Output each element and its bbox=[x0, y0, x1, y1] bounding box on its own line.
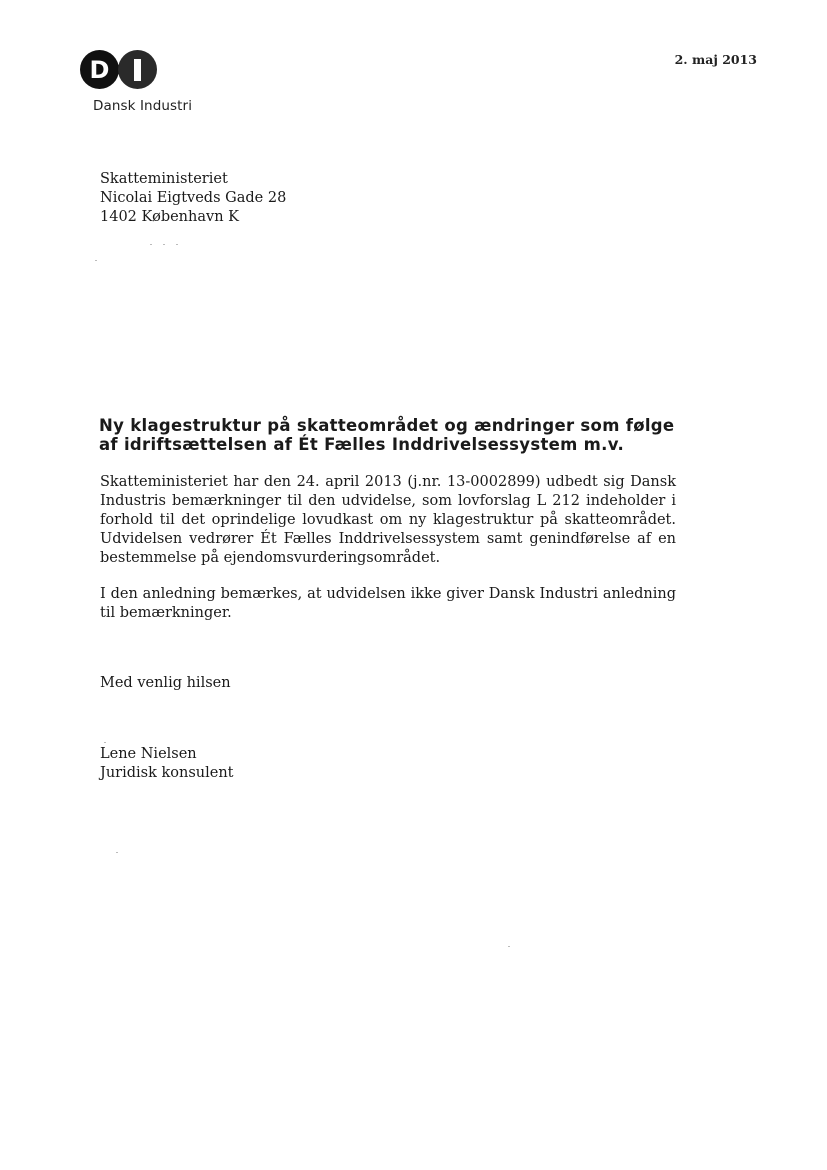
signer-name: Lene Nielsen bbox=[100, 746, 197, 762]
recipient-city: 1402 København K bbox=[100, 209, 239, 225]
signer-title: Juridisk konsulent bbox=[100, 765, 234, 781]
scan-speck bbox=[508, 946, 510, 947]
scan-speck bbox=[163, 244, 165, 245]
logo-i-circle bbox=[118, 50, 157, 89]
letter-subject: Ny klagestruktur på skatteområdet og ændringer som følge af idriftsættelsen af Ét Fælles Inddrivelsessystem m.v. bbox=[99, 416, 675, 454]
signature-block bbox=[100, 745, 234, 783]
organization-name: Dansk Industri bbox=[93, 98, 193, 114]
recipient-name: Skatteministeriet bbox=[100, 171, 228, 187]
letter-date: 2. maj 2013 bbox=[674, 52, 757, 67]
recipient-street: Nicolai Eigtveds Gade 28 bbox=[100, 190, 287, 206]
scan-speck bbox=[150, 244, 152, 245]
di-logo-icon bbox=[80, 50, 160, 90]
scan-speck bbox=[176, 244, 178, 245]
recipient-address bbox=[100, 170, 286, 227]
body-paragraph: I den anledning bemærkes, at udvidelsen ikke giver Dansk Industri anledning til bemærkninger. bbox=[100, 586, 676, 621]
logo-letter-d: D bbox=[89, 55, 110, 84]
scan-speck bbox=[116, 852, 118, 853]
logo-d-circle bbox=[80, 50, 119, 89]
scan-speck bbox=[95, 260, 97, 261]
body-paragraph: Skatteministeriet har den 24. april 2013 (j.nr. 13-0002899) udbedt sig Dansk Industris bemærkninger til den udvidelse, som lovforslag L 212 indeholder i forhold til det oprindelige lovudkast om ny klagestruktur på skatteområdet. Udvidelsen vedrører Ét Fælles Inddrivelsessystem samt genindførelse af en bestemmelse på ejendomsvurderingsområdet. bbox=[100, 474, 676, 566]
logo-letter-i bbox=[134, 59, 141, 81]
closing-salutation: Med venlig hilsen bbox=[100, 675, 231, 691]
scan-speck bbox=[104, 742, 106, 743]
